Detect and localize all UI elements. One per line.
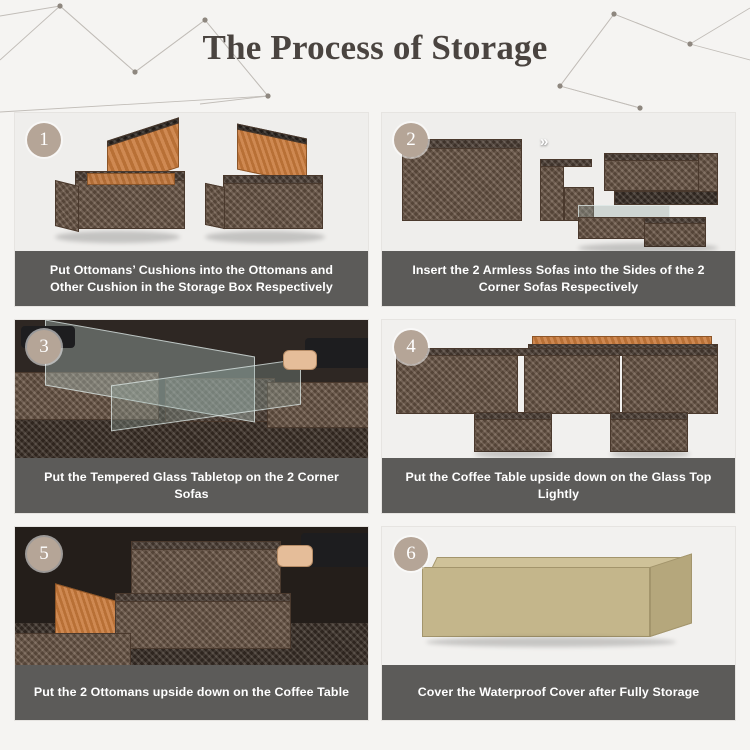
step-caption: Insert the 2 Armless Sofas into the Sides of the 2 Corner Sofas Respectively bbox=[382, 251, 735, 306]
page-title: The Process of Storage bbox=[202, 28, 548, 67]
step-6-photo bbox=[382, 527, 735, 667]
step-4-photo bbox=[382, 320, 735, 460]
step-caption: Cover the Waterproof Cover after Fully Storage bbox=[382, 665, 735, 720]
step-caption: Put the Tempered Glass Tabletop on the 2 Corner Sofas bbox=[15, 458, 368, 513]
step-card-3 bbox=[14, 319, 369, 514]
step-number-badge: 2 bbox=[394, 123, 428, 157]
step-caption: Put Ottomans’ Cushions into the Ottomans and Other Cushion in the Storage Box Respectively bbox=[15, 251, 368, 306]
step-number-badge: 3 bbox=[27, 330, 61, 364]
step-card-2 bbox=[381, 112, 736, 307]
step-caption: Put the Coffee Table upside down on the Glass Top Lightly bbox=[382, 458, 735, 513]
step-number-badge: 5 bbox=[27, 537, 61, 571]
step-3-photo bbox=[15, 320, 368, 460]
step-card-1 bbox=[14, 112, 369, 307]
step-number-badge: 4 bbox=[394, 330, 428, 364]
direction-arrows-icon: » bbox=[540, 133, 547, 150]
step-5-photo bbox=[15, 527, 368, 667]
step-card-6 bbox=[381, 526, 736, 721]
step-number-badge: 6 bbox=[394, 537, 428, 571]
step-card-5 bbox=[14, 526, 369, 721]
step-card-4 bbox=[381, 319, 736, 514]
steps-grid bbox=[14, 112, 736, 721]
step-caption: Put the 2 Ottomans upside down on the Coffee Table bbox=[15, 665, 368, 720]
step-1-photo bbox=[15, 113, 368, 253]
step-2-photo bbox=[382, 113, 735, 253]
step-number-badge: 1 bbox=[27, 123, 61, 157]
